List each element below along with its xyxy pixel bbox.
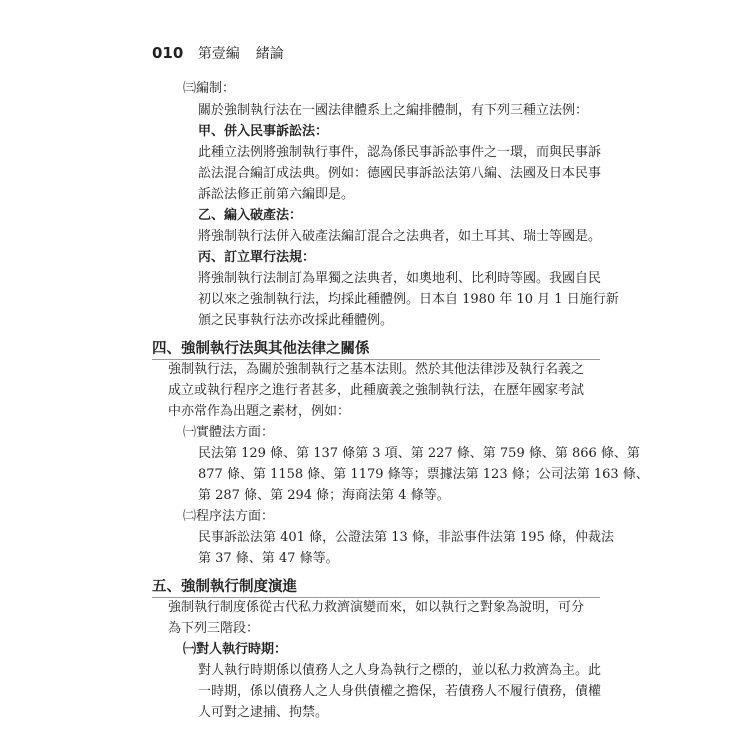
paragraph-line: 為下列三階段： bbox=[168, 621, 260, 636]
subsection-heading: ㈠實體法方面： bbox=[183, 425, 275, 440]
paragraph-line: 訟法混合編訂成法典。例如：德國民事訴訟法第八編、法國及日本民事 bbox=[198, 166, 602, 181]
paragraph-line: 第 287 條、第 294 條；海商法第 4 條等。 bbox=[198, 488, 450, 503]
part-title: 第壹編 bbox=[197, 46, 240, 62]
paragraph-line: 強制執行制度係從古代私力救濟演變而來，如以執行之對象為說明，可分 bbox=[168, 600, 585, 615]
paragraph-line: 第 37 條、第 47 條等。 bbox=[198, 551, 339, 566]
paragraph-line: 將強制執行法制訂為單獨之法典者，如奧地利、比利時等國。我國自民 bbox=[198, 271, 602, 286]
item-title: 丙、訂立單行法規： bbox=[198, 250, 316, 265]
paragraph-line: 民事訴訟法第 401 條，公證法第 13 條，非訟事件法第 195 條，仲裁法 bbox=[198, 530, 614, 545]
paragraph-line: 初以來之強制執行法，均採此種體例。日本自 1980 年 10 月 1 日施行新 bbox=[198, 292, 619, 307]
heading-rule bbox=[152, 359, 600, 360]
paragraph-line: 訴訟法修正前第六編即是。 bbox=[198, 187, 355, 202]
paragraph-line: 對人執行時期係以債務人之人身為執行之標的，並以私力救濟為主。此 bbox=[198, 663, 602, 678]
paragraph-line: 成立或執行程序之進行者甚多，此種廣義之強制執行法，在歷年國家考試 bbox=[168, 383, 585, 398]
item-title: 甲、併入民事訴訟法： bbox=[198, 124, 329, 139]
paragraph-line: 此種立法例將強制執行事件，認為係民事訴訟事件之一環，而與民事訴 bbox=[198, 145, 602, 160]
subsection-heading: ㈡程序法方面： bbox=[183, 509, 275, 524]
paragraph-line: 中亦常作為出題之素材，例如： bbox=[168, 404, 351, 419]
page-number: 010 bbox=[152, 44, 184, 62]
paragraph-line: 民法第 129 條、第 137 條第 3 項、第 227 條、第 759 條、第 866 條、第 bbox=[198, 446, 640, 461]
paragraph-line: 頒之民事執行法亦改採此種體例。 bbox=[198, 313, 394, 328]
paragraph-line: 人可對之逮捕、拘禁。 bbox=[198, 705, 329, 720]
section-heading: 四、強制執行法與其他法律之關係 bbox=[152, 341, 370, 357]
paragraph-line: 877 條、第 1158 條、第 1179 條等；票據法第 123 條；公司法第 163 條、 bbox=[198, 467, 649, 482]
section-heading: 五、強制執行制度演進 bbox=[152, 579, 297, 595]
running-header bbox=[152, 43, 284, 63]
paragraph-line: 關於強制執行法在一國法律體系上之編排體制，有下列三種立法例： bbox=[198, 103, 589, 118]
paragraph-line: 強制執行法，為關於強制執行之基本法則。然於其他法律涉及執行名義之 bbox=[168, 362, 585, 377]
subsection-heading: ㈢編制： bbox=[183, 81, 236, 96]
item-title: 乙、編入破產法： bbox=[198, 208, 303, 223]
chapter-title: 緒論 bbox=[255, 46, 284, 62]
subsection-heading: ㈠對人執行時期： bbox=[183, 642, 288, 657]
paragraph-line: 將強制執行法併入破產法編訂混合之法典者，如土耳其、瑞士等國是。 bbox=[198, 229, 602, 244]
paragraph-line: 一時期，係以債務人之人身供債權之擔保，若債務人不履行債務，債權 bbox=[198, 684, 602, 699]
heading-rule bbox=[152, 597, 600, 598]
